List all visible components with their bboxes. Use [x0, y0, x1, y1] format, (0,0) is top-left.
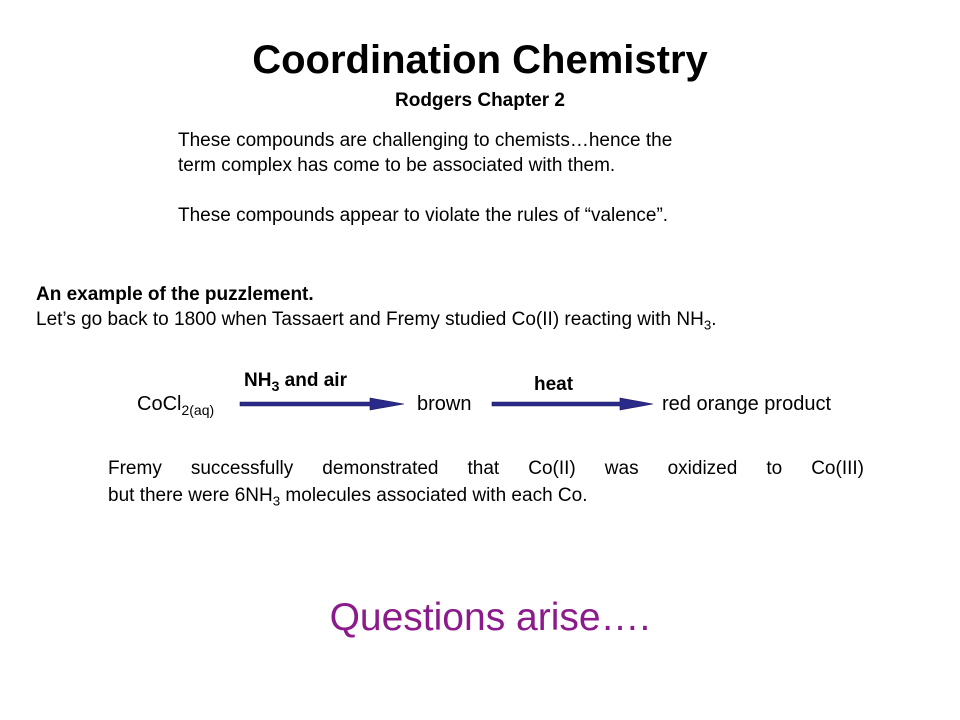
- reactant: [137, 392, 214, 416]
- example-text-main: Let’s go back to 1800 when Tassaert and Fremy studied Co(II) reacting with NH: [36, 309, 704, 330]
- arrow1-label-sub: 3: [271, 378, 280, 395]
- questions-heading: Questions arise….: [329, 596, 651, 639]
- reactant-subscript: 2(aq): [181, 401, 215, 418]
- fremy-line-2: [108, 482, 864, 509]
- example-heading: An example of the puzzlement.: [36, 284, 314, 305]
- reactant-formula: CoCl: [137, 393, 182, 415]
- example-text: [36, 307, 717, 332]
- arrow1-label: [244, 369, 347, 393]
- example-text-end: .: [711, 309, 717, 330]
- fremy-line-2-main: but there were 6NH: [108, 485, 273, 506]
- fremy-line-1: Fremy successfully demonstrated that Co(II) was oxidized to Co(III): [108, 458, 864, 479]
- reaction-arrow-1-icon: [240, 397, 405, 411]
- intro-line-2: term complex has come to be associated with them.: [178, 155, 616, 176]
- page-title: Coordination Chemistry: [252, 38, 708, 82]
- arrow1-label-main: NH: [244, 370, 272, 391]
- example-text-sub: 3: [703, 317, 712, 333]
- reaction-arrow-2-icon: [492, 397, 654, 411]
- intro-text: [178, 128, 838, 228]
- arrow2-label: heat: [534, 374, 574, 395]
- arrow1-label-rest: and air: [279, 370, 347, 391]
- page-subtitle: Rodgers Chapter 2: [395, 90, 565, 111]
- reaction-scheme: [0, 360, 960, 430]
- intermediate-product: brown: [417, 393, 472, 415]
- intro-line-1: These compounds are challenging to chemists…hence the: [178, 130, 673, 151]
- final-product: red orange product: [662, 393, 832, 415]
- fremy-paragraph: [108, 455, 864, 509]
- fremy-line-2-end: molecules associated with each Co.: [280, 485, 588, 506]
- intro-line-3: These compounds appear to violate the rules of “valence”.: [178, 205, 669, 226]
- example-section: [36, 282, 717, 332]
- fremy-line-2-sub: 3: [272, 493, 281, 509]
